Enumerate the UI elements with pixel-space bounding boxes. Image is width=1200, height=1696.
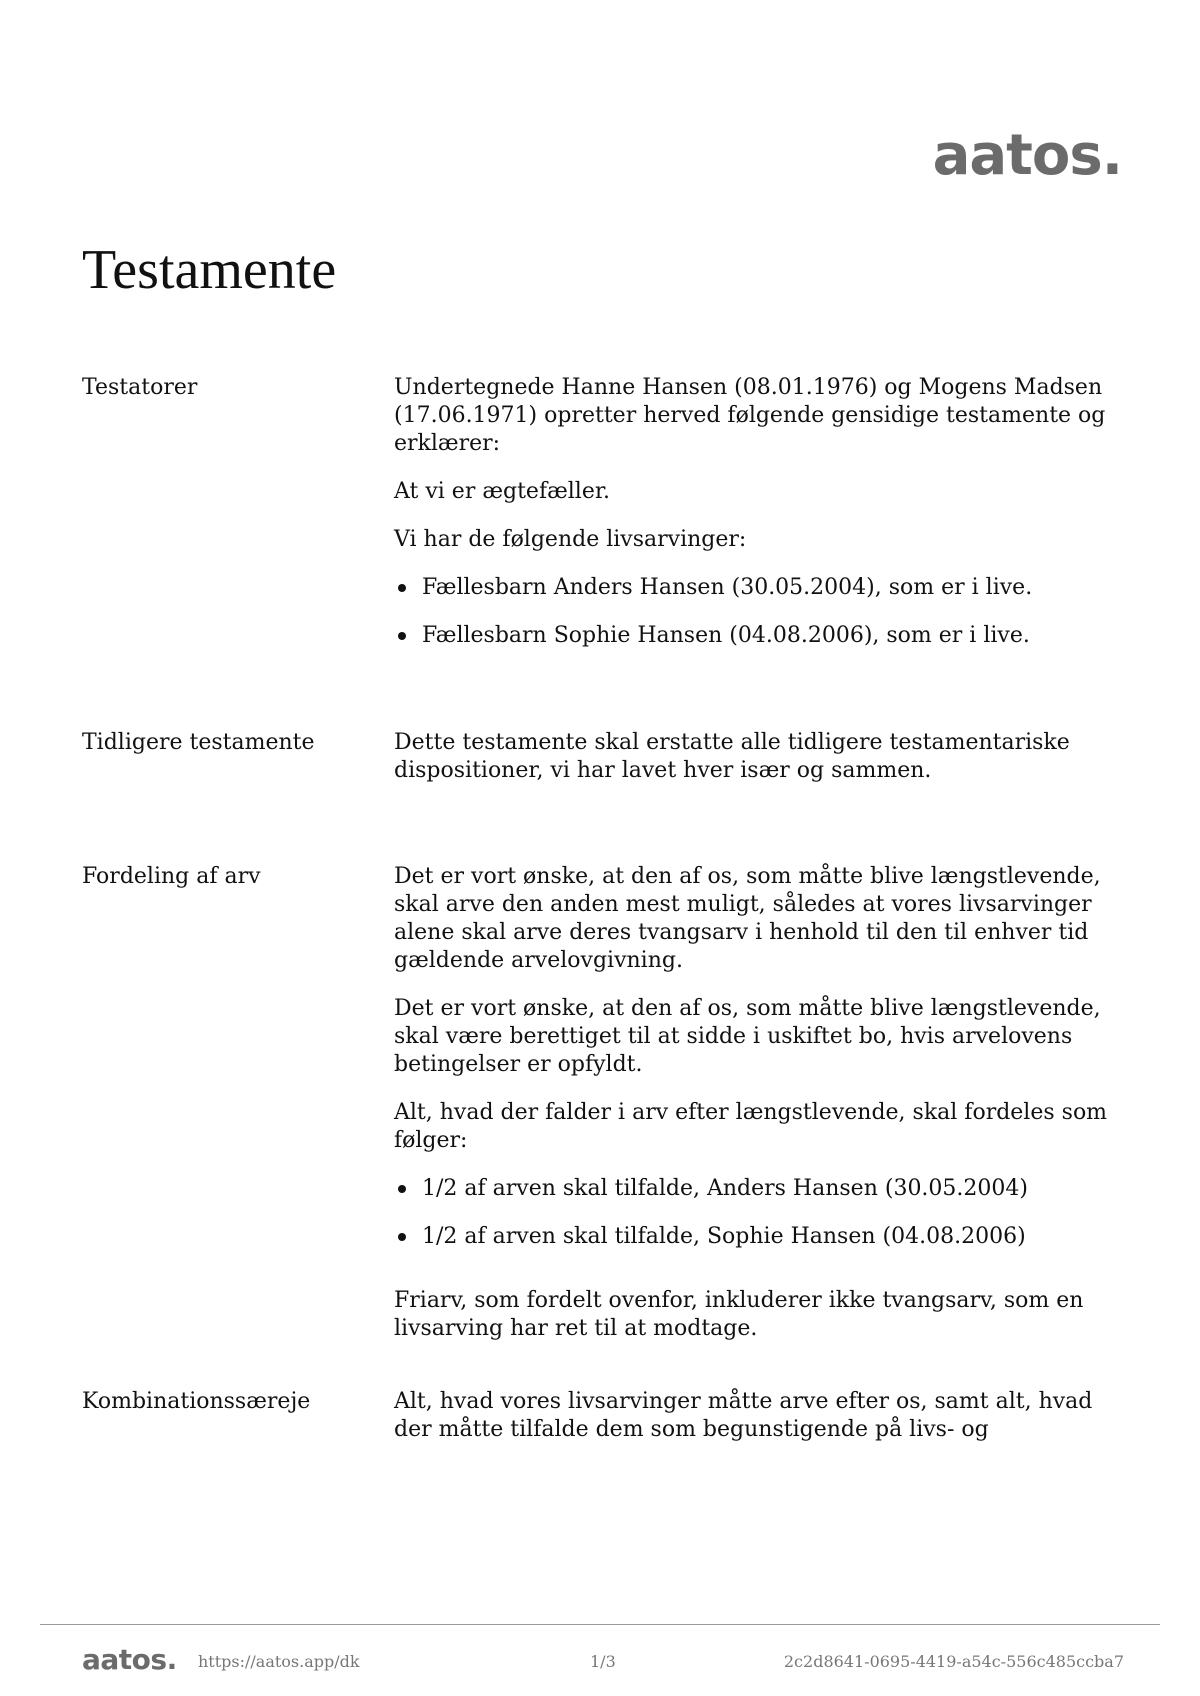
section-label: Kombinationssæreje bbox=[82, 1389, 311, 1414]
list-item bbox=[394, 622, 1124, 650]
footer-logo: aatos. bbox=[82, 1643, 177, 1676]
document-id: 2c2d8641-0695-4419-a54c-556c485ccba7 bbox=[783, 1652, 1124, 1671]
section-label: Fordeling af arv bbox=[82, 864, 261, 889]
bullet-icon bbox=[398, 584, 406, 592]
list-item-text: 1/2 af arven skal tilfalde, Sophie Hansen (04.08.2006) bbox=[422, 1224, 1026, 1249]
section-body bbox=[394, 374, 1124, 670]
paragraph: Alt, hvad vores livsarvinger måtte arve efter os, samt alt, hvad der måtte tilfalde dem som begunstigende på livs- og bbox=[394, 1389, 1093, 1442]
list-item bbox=[394, 574, 1124, 602]
paragraph: Friarv, som fordelt ovenfor, inkluderer ikke tvangsarv, som en livsarving har ret til at modtage. bbox=[394, 1288, 1084, 1341]
inheritance-list bbox=[394, 1175, 1124, 1251]
paragraph: At vi er ægtefæller. bbox=[394, 479, 610, 504]
descendants-list bbox=[394, 574, 1124, 650]
paragraph: Undertegnede Hanne Hansen (08.01.1976) og Mogens Madsen (17.06.1971) opretter herved følgende gensidige testamente og erklærer: bbox=[394, 375, 1106, 456]
section-body bbox=[394, 729, 1124, 805]
section-body bbox=[394, 1388, 1124, 1464]
footer-url-link[interactable]: https://aatos.app/dk bbox=[198, 1652, 360, 1671]
bullet-icon bbox=[398, 1185, 406, 1193]
aatos-logo: aatos. bbox=[932, 123, 1122, 188]
page-number: 1/3 bbox=[590, 1652, 616, 1671]
paragraph: Vi har de følgende livsarvinger: bbox=[394, 527, 747, 552]
list-item-text: Fællesbarn Anders Hansen (30.05.2004), som er i live. bbox=[422, 575, 1033, 600]
bullet-icon bbox=[398, 1233, 406, 1241]
bullet-icon bbox=[398, 632, 406, 640]
page-title: Testamente bbox=[82, 239, 337, 301]
paragraph: Alt, hvad der falder i arv efter længstlevende, skal fordeles som følger: bbox=[394, 1100, 1108, 1153]
list-item bbox=[394, 1175, 1124, 1203]
list-item-text: Fællesbarn Sophie Hansen (04.08.2006), som er i live. bbox=[422, 623, 1030, 648]
paragraph: Dette testamente skal erstatte alle tidligere testamentariske dispositioner, vi har lavet hver især og sammen. bbox=[394, 730, 1070, 783]
footer-divider bbox=[40, 1624, 1160, 1625]
section-label: Tidligere testamente bbox=[82, 730, 315, 755]
list-item-text: 1/2 af arven skal tilfalde, Anders Hansen (30.05.2004) bbox=[422, 1176, 1028, 1201]
paragraph: Det er vort ønske, at den af os, som måtte blive længstlevende, skal arve den anden mest muligt, således at vores livsarvinger alene skal arve deres tvangsarv i henhold til den til enhver tid gældende arvelovgivning. bbox=[394, 864, 1101, 973]
paragraph: Det er vort ønske, at den af os, som måtte blive længstlevende, skal være berettiget til at sidde i uskiftet bo, hvis arvelovens betingelser er opfyldt. bbox=[394, 996, 1101, 1077]
section-label: Testatorer bbox=[82, 375, 198, 400]
list-item bbox=[394, 1223, 1124, 1251]
section-body bbox=[394, 863, 1124, 1363]
